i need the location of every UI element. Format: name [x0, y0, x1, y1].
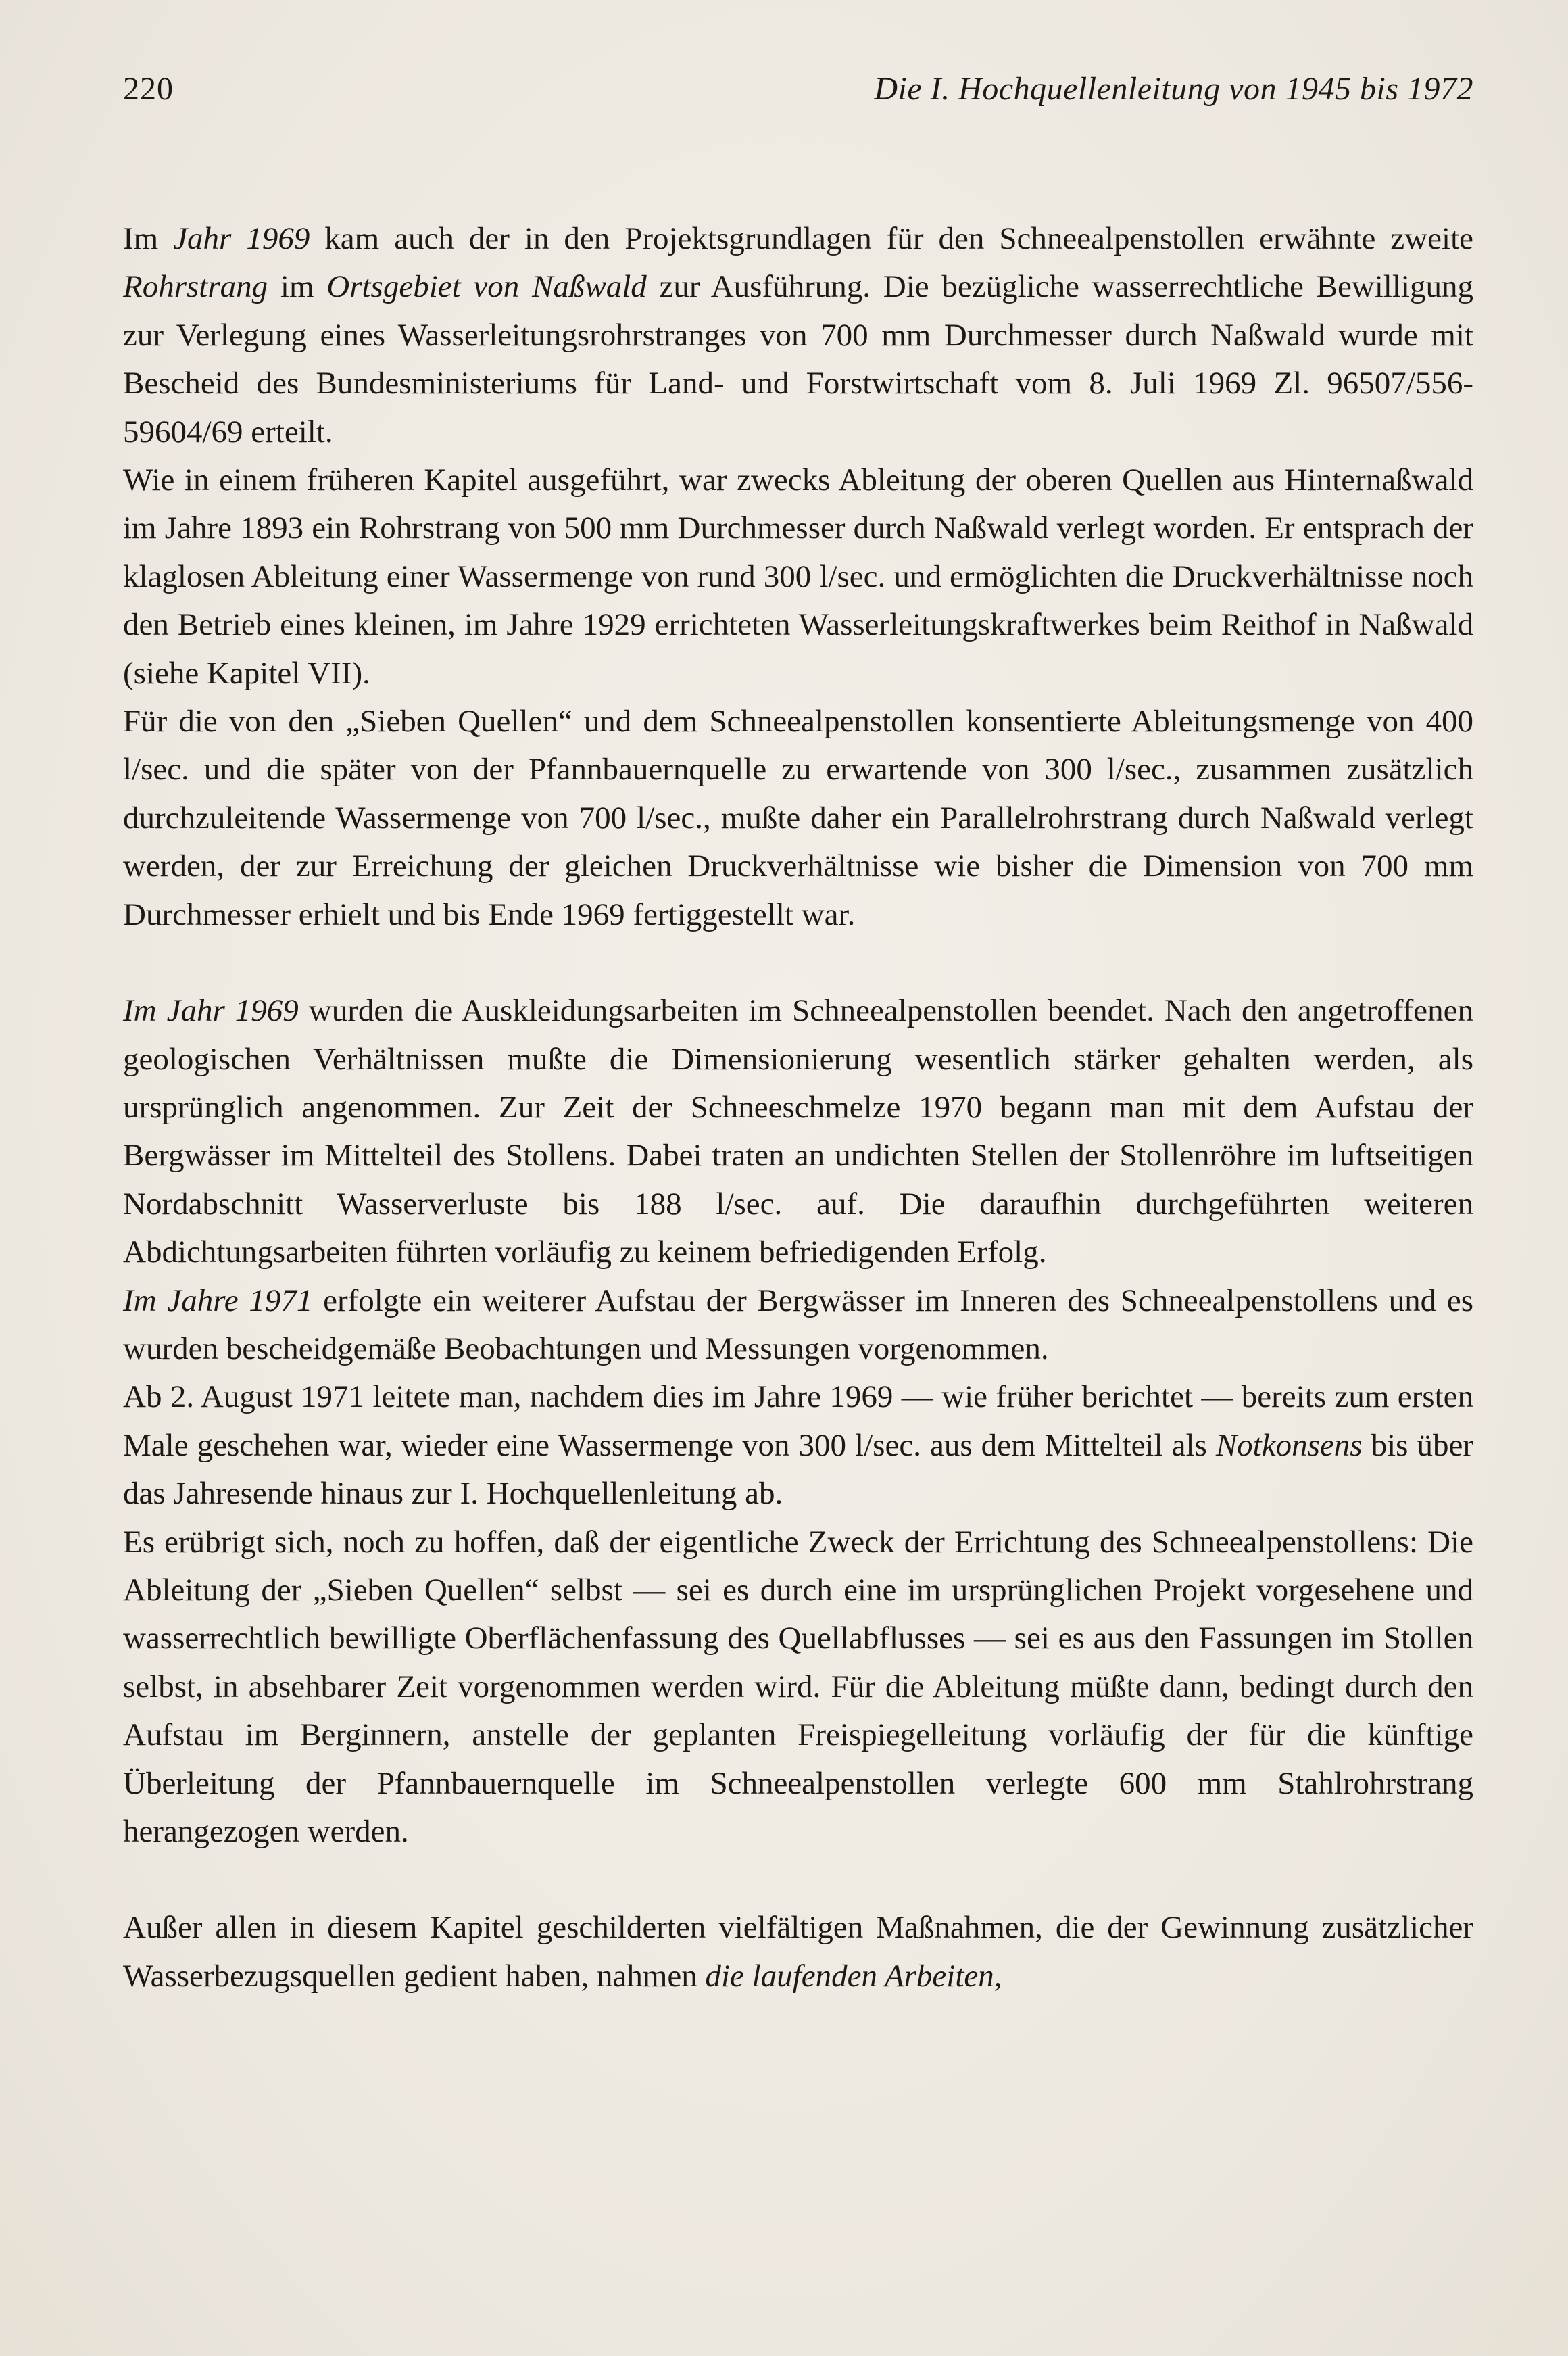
- italic-emphasis: Notkonsens: [1215, 1427, 1363, 1463]
- paragraph-laufende-arbeiten: [123, 1904, 1473, 2000]
- text-run: im: [268, 269, 327, 305]
- italic-emphasis: die laufenden Arbeiten,: [705, 1958, 1002, 1994]
- text-run: Wie in einem früheren Kapitel ausgeführt, war zwecks Ableitung der oberen Quellen aus Hinternaßwald im Jahre 1893 ein Rohrstrang von 500 mm Durchmesser durch Naßwald verlegt worden. Er entsprach der klaglosen Ableitung einer Wassermenge von rund 300 l/sec. und ermöglichten die Druckverhältnisse noch den Betrieb eines kleinen, im Jahre 1929 errichteten Wasserleitungskraftwerkes beim Reithof in Naßwald (siehe Kapitel VII).: [123, 462, 1473, 691]
- italic-emphasis: Ortsgebiet von Naßwald: [326, 269, 647, 305]
- text-run: erfolgte ein weiterer Aufstau der Bergwässer im Inneren des Schneealpenstollens und es wurden bescheidgemäße Beobachtungen und Messungen vorgenommen.: [123, 1282, 1473, 1366]
- body-text: [123, 215, 1473, 2000]
- text-run: Es erübrigt sich, noch zu hoffen, daß der eigentliche Zweck der Errichtung des Schneealpenstollens: Die Ableitung der „Sieben Quellen“ selbst — sei es durch eine im ursprünglichen Projekt vorgesehene und wasserrechtlich bewilligte Oberflächenfassung des Quellabflusses — sei es aus den Fassungen im Stollen selbst, in absehbarer Zeit vorgenommen werden wird. Für die Ableitung müßte dann, bedingt durch den Aufstau im Berginnern, anstelle der geplanten Freispiegelleitung vorläufig der für die künftige Überleitung der Pfannbauernquelle im Schneealpenstollen verlegte 600 mm Stahlrohrstrang herangezogen werden.: [123, 1524, 1473, 1849]
- paragraph-notkonsens: [123, 1373, 1473, 1518]
- text-run: Ab 2. August 1971 leitete man, nachdem dies im Jahre 1969 — wie früher berichtet — bereits zum ersten Male geschehen war, wieder eine Wassermenge von 300 l/sec. aus dem Mittelteil als: [123, 1379, 1473, 1463]
- italic-emphasis: Jahr 1969: [173, 221, 310, 256]
- text-run: bis über das Jahresende hinaus zur I. Hochquellenleitung ab.: [123, 1427, 1473, 1512]
- italic-emphasis: Im Jahre 1971: [123, 1282, 313, 1318]
- page-header: [123, 70, 1473, 118]
- text-run: zur Ausführung. Die bezügliche wasserrechtliche Bewilligung zur Verlegung eines Wasserleitungsrohrstranges von 700 mm Durchmesser durch Naßwald wurde mit Bescheid des Bundesministeriums für Land- und Forstwirtschaft vom 8. Juli 1969 Zl. 96507/556-59604/69 erteilt.: [123, 269, 1473, 450]
- italic-emphasis: Rohrstrang: [123, 269, 268, 305]
- paragraph-parallelrohrstrang: [123, 698, 1473, 939]
- paragraph-rohrstrang-1969: [123, 215, 1473, 456]
- paragraph-aufstau-1971: [123, 1277, 1473, 1374]
- italic-emphasis: Im Jahr 1969: [123, 993, 299, 1029]
- paragraph-auskleidungsarbeiten: [123, 987, 1473, 1276]
- paragraph-sieben-quellen: [123, 1518, 1473, 1856]
- text-run: Im: [123, 221, 174, 256]
- text-run: wurden die Auskleidungsarbeiten im Schneealpenstollen beendet. Nach den angetroffenen geologischen Verhältnissen mußte die Dimensionierung wesentlich stärker gehalten werden, als ursprünglich angenommen. Zur Zeit der Schneeschmelze 1970 begann man mit dem Aufstau der Bergwässer im Mittelteil des Stollens. Dabei traten an undichten Stellen der Stollenröhre im luftseitigen Nordabschnitt Wasserverluste bis 188 l/sec. auf. Die daraufhin durchgeführten weiteren Abdichtungsarbeiten führten vorläufig zu keinem befriedigenden Erfolg.: [123, 993, 1473, 1270]
- paragraph-hinternasswald-1893: [123, 456, 1473, 698]
- page-number: 220: [123, 71, 174, 107]
- text-run: Für die von den „Sieben Quellen“ und dem Schneealpenstollen konsentierte Ableitungsmenge von 400 l/sec. und die später von der Pfannbauernquelle zu erwartende von 300 l/sec., zusammen zusätzlich durchzuleitende Wassermenge von 700 l/sec., mußte daher ein Parallelrohrstrang durch Naßwald verlegt werden, der zur Erreichung der gleichen Druckverhältnisse wie bisher die Dimension von 700 mm Durchmesser erhielt und bis Ende 1969 fertiggestellt war.: [123, 704, 1473, 932]
- text-run: kam auch der in den Projektsgrundlagen für den Schneealpenstollen erwähnte zweite: [310, 221, 1473, 256]
- text-run: Außer allen in diesem Kapitel geschilderten vielfältigen Maßnahmen, die der Gewinnung zusätzlicher Wasserbezugsquellen gedient haben, nahmen: [123, 1910, 1473, 1994]
- running-title: Die I. Hochquellenleitung von 1945 bis 1972: [874, 71, 1473, 107]
